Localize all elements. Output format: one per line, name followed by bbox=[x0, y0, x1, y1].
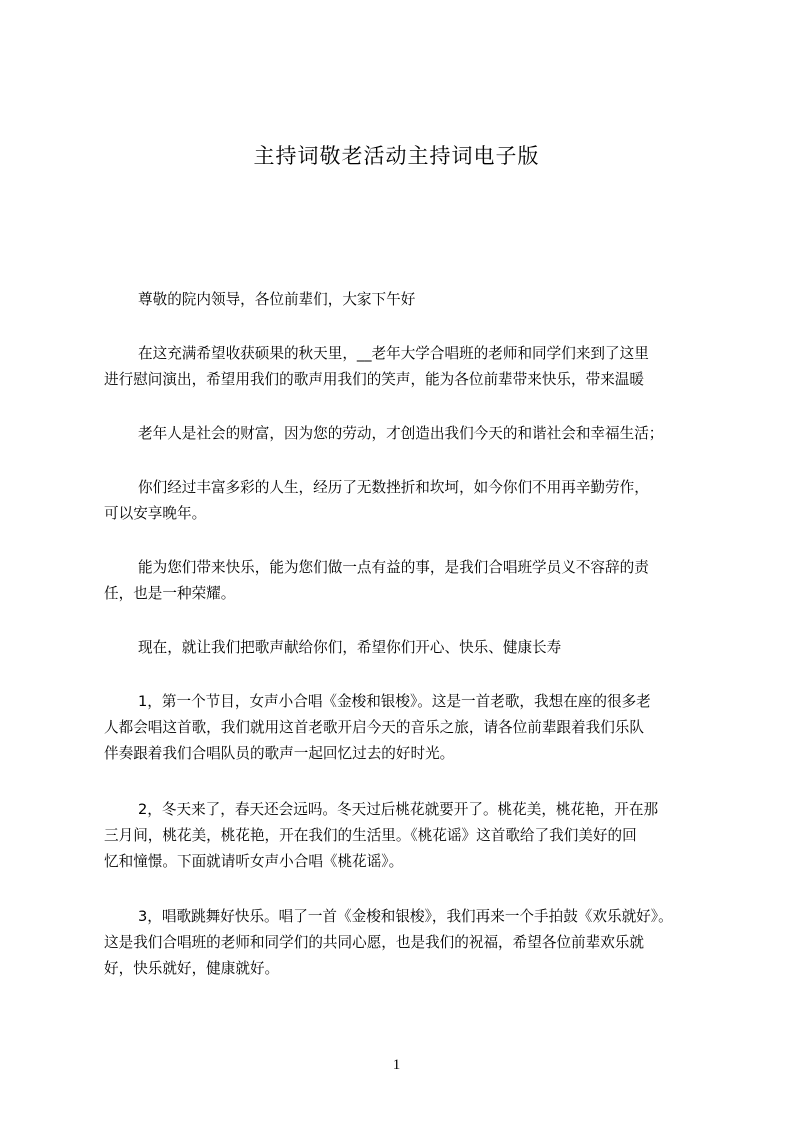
paragraph-line: 三月间，桃花美，桃花艳，开在我们的生活里。《桃花谣》这首歌给了我们美好的回 bbox=[104, 827, 637, 844]
paragraph-line: 尊敬的院内领导，各位前辈们，大家下午好 bbox=[138, 291, 416, 308]
paragraph-greeting bbox=[104, 287, 724, 313]
paragraph-program-1 bbox=[104, 689, 724, 767]
paragraph-respect bbox=[104, 421, 724, 447]
paragraph-line: 1，第一个节目，女声小合唱《金梭和银梭》。这是一首老歌，我想在座的很多老 bbox=[138, 693, 651, 710]
paragraph-line: 你们经过丰富多彩的人生，经历了无数挫折和坎坷，如今你们不用再辛勤劳作， bbox=[138, 479, 649, 496]
paragraph-line: 可以安享晚年。 bbox=[104, 505, 207, 522]
paragraph-song-dedication bbox=[104, 635, 724, 661]
paragraph-line: 人都会唱这首歌，我们就用这首老歌开启今天的音乐之旅，请各位前辈跟着我们乐队 bbox=[104, 719, 644, 736]
paragraph-program-3 bbox=[104, 904, 724, 982]
paragraph-program-2 bbox=[104, 797, 724, 875]
paragraph-line: 进行慰问演出，希望用我们的歌声用我们的笑声，能为各位前辈带来快乐，带来温暖 bbox=[104, 371, 644, 388]
paragraph-line: 好，快乐就好，健康就好。 bbox=[104, 960, 280, 977]
paragraph-line: 能为您们带来快乐，能为您们做一点有益的事，是我们合唱班学员义不容辞的责 bbox=[138, 559, 649, 576]
paragraph-line: 伴奏跟着我们合唱队员的歌声一起回忆过去的好时光。 bbox=[104, 745, 455, 762]
paragraph-line: 这是我们合唱班的老师和同学们的共同心愿，也是我们的祝福，希望各位前辈欢乐就 bbox=[104, 934, 644, 951]
paragraph-line: 任，也是一种荣耀。 bbox=[104, 585, 236, 602]
document-title: 主持词敬老活动主持词电子版 bbox=[253, 144, 540, 168]
paragraph-introduction bbox=[104, 341, 724, 393]
paragraph-life-experience bbox=[104, 475, 724, 527]
paragraph-line: 老年人是社会的财富，因为您的劳动，才创造出我们今天的和谐社会和幸福生活； bbox=[138, 425, 664, 442]
paragraph-line: 忆和憧憬。下面就请听女声小合唱《桃花谣》。 bbox=[104, 853, 404, 870]
paragraph-line: 现在，就让我们把歌声献给你们，希望你们开心、快乐、健康长寿 bbox=[138, 639, 562, 656]
page-number: 1 bbox=[392, 1057, 401, 1073]
paragraph-line: 2，冬天来了，春天还会远吗。冬天过后桃花就要开了。桃花美，桃花艳，开在那 bbox=[138, 801, 659, 818]
paragraph-honor bbox=[104, 555, 724, 607]
paragraph-line: 在这充满希望收获硕果的秋天里，__老年大学合唱班的老师和同学们来到了这里 bbox=[138, 345, 649, 362]
paragraph-line: 3，唱歌跳舞好快乐。唱了一首《金梭和银梭》，我们再来一个手拍鼓《欢乐就好》。 bbox=[138, 908, 673, 925]
